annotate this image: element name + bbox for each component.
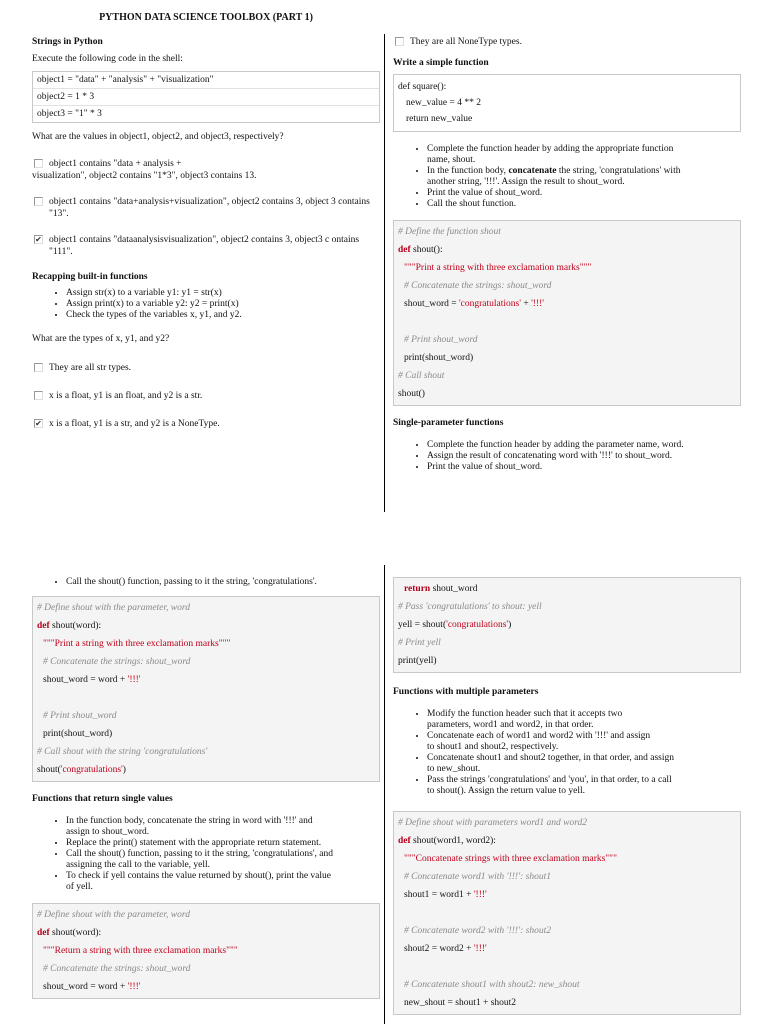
code-line: def shout():	[398, 245, 443, 255]
answer-option[interactable]	[32, 196, 380, 220]
checkbox-icon[interactable]	[395, 37, 404, 46]
code-line: return shout_word	[404, 584, 478, 594]
answer-option[interactable]	[32, 418, 380, 430]
docstring: """Print a string with three exclamation marks"""	[404, 263, 592, 273]
heading-return-values: Functions that return single values	[32, 794, 173, 804]
code-line: shout1 = word1 + '!!!'	[404, 890, 487, 900]
code-comment: # Define shout with the parameter, word	[37, 603, 190, 613]
heading-multiple-parameters: Functions with multiple parameters	[393, 687, 539, 697]
code-comment: # Print shout_word	[43, 711, 117, 721]
checkbox-icon[interactable]	[34, 391, 43, 400]
example-code-box	[393, 74, 741, 132]
code-comment: # Print yell	[398, 638, 441, 648]
docstring: """Concatenate strings with three exclamation marks"""	[404, 854, 617, 864]
code-comment: # Concatenate the strings: shout_word	[404, 281, 552, 291]
left-column	[32, 565, 380, 1005]
code-line: object1 = "data" + "analysis" + "visualization"	[33, 72, 379, 89]
code-line: def square():	[398, 82, 447, 92]
bullet-list	[32, 577, 380, 588]
code-line: shout_word = 'congratulations' + '!!!'	[404, 299, 544, 309]
list-item: • Concatenate each of word1 and word2 with '!!!' and assign to shout1 and shout2, respectively.	[427, 731, 741, 753]
option-text: They are all NoneType types.	[410, 37, 522, 47]
checkbox-checked-icon[interactable]: ✔	[35, 419, 42, 428]
code-block-return-yell	[393, 577, 741, 673]
code-comment: # Concatenate shout1 with shout2: new_shout	[404, 980, 580, 990]
option-text: object1 contains "data+analysis+visualization", object2 contains 3, object 3 contains "13".	[49, 197, 370, 219]
blank-line	[394, 313, 740, 331]
docstring: """Print a string with three exclamation marks"""	[43, 639, 231, 649]
answer-option[interactable]	[32, 234, 380, 258]
blank-line	[33, 689, 379, 707]
code-comment: # Pass 'congratulations' to shout: yell	[398, 602, 542, 612]
code-line: object2 = 1 * 3	[33, 89, 379, 106]
code-comment: # Concatenate word2 with '!!!': shout2	[404, 926, 551, 936]
docstring: """Return a string with three exclamation marks"""	[43, 946, 238, 956]
heading-simple-function: Write a simple function	[393, 58, 489, 68]
list-item: • Complete the function header by adding the parameter name, word.	[427, 440, 741, 451]
column-divider	[384, 34, 385, 512]
checkbox-checked-icon[interactable]: ✔	[35, 235, 42, 244]
bullet-list	[393, 144, 741, 210]
option-text: visualization", object2 contains "1*3", object3 contains 13.	[32, 171, 257, 181]
bullet-list	[393, 709, 741, 797]
list-item: • Check the types of the variables x, y1, and y2.	[66, 310, 380, 321]
code-line: def shout(word):	[37, 928, 102, 938]
code-line: def shout(word):	[37, 621, 102, 631]
bullet-list	[393, 440, 741, 473]
list-item: • Complete the function header by adding the appropriate function name, shout.	[427, 144, 741, 166]
code-line: print(shout_word)	[404, 353, 474, 363]
heading-strings-in-python: Strings in Python	[32, 37, 103, 47]
code-line: new_value = 4 ** 2	[406, 98, 482, 108]
list-item: • Pass the strings 'congratulations' and 'you', in that order, to a call to shout(). Assign the return value to yell.	[427, 775, 741, 797]
code-line: shout()	[398, 389, 425, 399]
blank-line	[394, 958, 740, 976]
page-2	[0, 565, 768, 1024]
code-line: shout_word = word + '!!!'	[43, 675, 141, 685]
option-text: x is a float, y1 is a str, and y2 is a NoneType.	[49, 419, 220, 429]
list-item: • Print the value of shout_word.	[427, 188, 741, 199]
code-comment: # Define the function shout	[398, 227, 501, 237]
list-item: • In the function body, concatenate the string, 'congratulations' with another string, '!!!'. Assign the result to shout_word.	[427, 166, 741, 188]
code-line: def shout(word1, word2):	[398, 836, 496, 846]
code-comment: # Concatenate the strings: shout_word	[43, 964, 191, 974]
option-text: object1 contains "data + analysis +	[49, 159, 182, 169]
answer-option[interactable]	[32, 390, 380, 402]
code-comment: # Print shout_word	[404, 335, 478, 345]
bullet-list	[32, 288, 380, 321]
option-text: object1 contains "dataanalysisvisualization", object2 contains 3, object3 c ontains "111".	[49, 235, 360, 257]
shell-code-box	[32, 71, 380, 123]
list-item: • Call the shout() function, passing to it the string, 'congratulations'.	[66, 577, 380, 588]
option-text: x is a float, y1 is an float, and y2 is a str.	[49, 391, 203, 401]
code-block-shout-word	[32, 596, 380, 782]
code-line: shout_word = word + '!!!'	[43, 982, 141, 992]
code-line: shout('congratulations')	[37, 765, 126, 775]
code-comment: # Call shout with the string 'congratulations'	[37, 747, 208, 757]
left-column	[32, 0, 380, 444]
list-item: • Modify the function header such that it accepts two parameters, word1 and word2, in that order.	[427, 709, 741, 731]
code-block-shout-two-params	[393, 811, 741, 1015]
right-column	[393, 565, 741, 1021]
list-item: • Concatenate shout1 and shout2 together, in that order, and assign to new_shout.	[427, 753, 741, 775]
code-line: object3 = "1" * 3	[37, 109, 102, 119]
page-title: PYTHON DATA SCIENCE TOOLBOX (PART 1)	[99, 12, 313, 23]
code-line: yell = shout('congratulations')	[398, 620, 512, 630]
bullet-list	[32, 816, 380, 893]
code-comment: # Define shout with the parameter, word	[37, 910, 190, 920]
right-column	[393, 0, 741, 481]
option-text: They are all str types.	[49, 363, 132, 373]
code-comment: # Concatenate the strings: shout_word	[43, 657, 191, 667]
instruction: Execute the following code in the shell:	[32, 54, 183, 64]
code-comment: # Concatenate word1 with '!!!': shout1	[404, 872, 551, 882]
list-item: • Assign str(x) to a variable y1: y1 = str(x)	[66, 288, 380, 299]
answer-option[interactable]	[32, 158, 380, 182]
blank-line	[394, 904, 740, 922]
code-block-shout-return	[32, 903, 380, 999]
code-line: print(shout_word)	[43, 729, 113, 739]
list-item: • Assign the result of concatenating word with '!!!' to shout_word.	[427, 451, 741, 462]
list-item: • Call the shout function.	[427, 199, 741, 210]
question: What are the values in object1, object2, and object3, respectively?	[32, 132, 284, 142]
checkbox-icon[interactable]	[34, 197, 43, 206]
code-line: return new_value	[406, 114, 473, 124]
list-item: • To check if yell contains the value returned by shout(), print the value of yell.	[66, 871, 380, 893]
list-item: • Print the value of shout_word.	[427, 462, 741, 473]
code-block-shout	[393, 220, 741, 406]
list-item: • In the function body, concatenate the string in word with '!!!' and assign to shout_word.	[66, 816, 380, 838]
list-item: • Assign print(x) to a variable y2: y2 = print(x)	[66, 299, 380, 310]
code-comment: # Call shout	[398, 371, 445, 381]
question: What are the types of x, y1, and y2?	[32, 334, 170, 344]
heading-single-parameter: Single-parameter functions	[393, 418, 504, 428]
list-item: • Replace the print() statement with the appropriate return statement.	[66, 838, 380, 849]
code-line: shout2 = word2 + '!!!'	[404, 944, 487, 954]
code-line: print(yell)	[398, 656, 437, 666]
answer-option[interactable]	[32, 362, 380, 374]
heading-recapping-builtins: Recapping built-in functions	[32, 272, 148, 282]
code-comment: # Define shout with parameters word1 and word2	[398, 818, 588, 828]
answer-option[interactable]	[393, 36, 741, 48]
column-divider	[384, 565, 385, 1024]
checkbox-icon[interactable]	[34, 159, 43, 168]
checkbox-icon[interactable]	[34, 363, 43, 372]
list-item: • Call the shout() function, passing to it the string, 'congratulations', and assigning the call to the variable, yell.	[66, 849, 380, 871]
code-line: new_shout = shout1 + shout2	[404, 998, 517, 1008]
